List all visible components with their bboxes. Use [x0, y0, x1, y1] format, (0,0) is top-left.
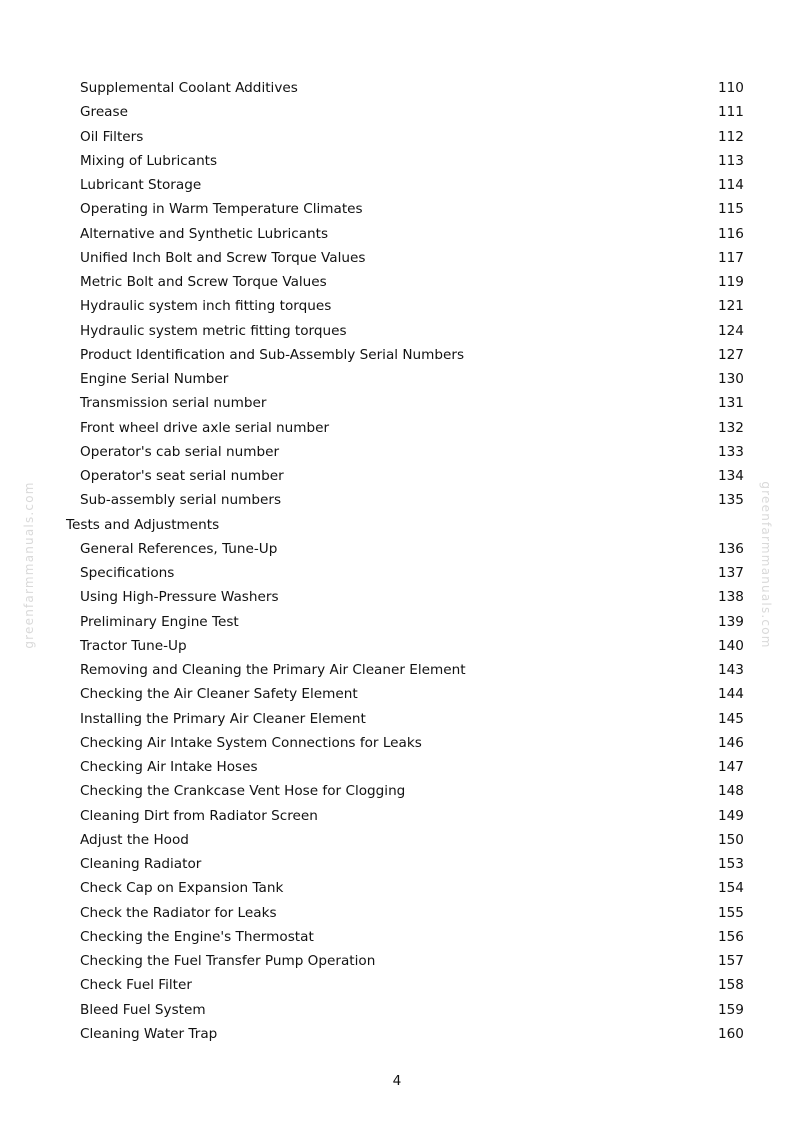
page-number: 4 [392, 1073, 402, 1089]
toc-entry-title: Check Fuel Filter [80, 977, 192, 994]
toc-entry[interactable] [0, 804, 794, 828]
toc-entry[interactable] [0, 561, 794, 585]
section-title: Tests and Adjustments [66, 516, 220, 533]
toc-entry-page: 111 [718, 104, 744, 121]
watermark-left: greenfarmmanuals.com [22, 481, 36, 649]
toc-entry-title: Check Cap on Expansion Tank [80, 880, 284, 897]
toc-entry-title: Checking the Crankcase Vent Hose for Clogging [80, 783, 406, 800]
toc-entry-title: Installing the Primary Air Cleaner Element [80, 710, 366, 727]
toc-entry-title: Checking Air Intake System Connections for Leaks [80, 734, 422, 751]
toc-entry-page: 127 [718, 346, 744, 363]
toc-entry[interactable] [0, 367, 794, 391]
toc-entry-page: 121 [718, 298, 744, 315]
toc-entry-page: 148 [718, 783, 744, 800]
toc-entry-title: Operator's cab serial number [80, 443, 280, 460]
toc-entry-page: 150 [718, 831, 744, 848]
toc-entry-title: Tractor Tune-Up [80, 637, 187, 654]
toc-entry-page: 112 [718, 128, 744, 145]
toc-entry[interactable] [0, 343, 794, 367]
toc-entry[interactable] [0, 828, 794, 852]
toc-entry-title: Product Identification and Sub-Assembly Serial Numbers [80, 346, 465, 363]
toc-entry-title: Cleaning Water Trap [80, 1025, 218, 1042]
toc-entry-title: Cleaning Radiator [80, 856, 202, 872]
toc-entry-page: 156 [718, 928, 744, 945]
toc-entry-page: 143 [718, 662, 744, 678]
toc-entry-page: 116 [718, 225, 744, 242]
toc-entry-page: 140 [718, 637, 744, 654]
toc-entry[interactable] [0, 779, 794, 803]
toc-entry-page: 134 [718, 468, 744, 484]
toc-entry-page: 159 [718, 1001, 744, 1018]
toc-entry-page: 147 [718, 759, 744, 775]
toc-entry[interactable] [0, 100, 794, 124]
toc-entry[interactable] [0, 634, 794, 658]
toc-entry-page: 135 [718, 492, 744, 509]
toc-entry-page: 139 [718, 613, 744, 630]
toc-entry-title: Sub-assembly serial numbers [80, 492, 282, 509]
toc-entry-title: Checking the Air Cleaner Safety Element [80, 686, 358, 703]
toc-entry-page: 115 [718, 201, 744, 218]
toc-entry-title: Check the Radiator for Leaks [80, 904, 277, 921]
toc-entry-title: Checking the Engine's Thermostat [80, 928, 314, 945]
toc-entry-title: Grease [80, 104, 128, 121]
toc-entry[interactable] [0, 197, 794, 221]
toc-entry-title: Mixing of Lubricants [80, 152, 218, 169]
toc-entry[interactable] [0, 488, 794, 512]
toc-entry[interactable] [0, 682, 794, 706]
toc-entry-page: 114 [718, 177, 744, 193]
toc-entry-title: Metric Bolt and Screw Torque Values [80, 274, 327, 290]
toc-entry-page: 160 [718, 1025, 744, 1042]
toc-entry[interactable] [0, 876, 794, 900]
toc-entry-page: 130 [718, 371, 744, 387]
toc-entry[interactable] [0, 246, 794, 270]
toc-entry-page: 154 [718, 880, 744, 897]
toc-entry-page: 138 [718, 589, 744, 606]
toc-entry-title: Oil Filters [80, 128, 144, 145]
toc-entry-page: 132 [718, 419, 744, 436]
toc-entry-title: Operator's seat serial number [80, 468, 284, 484]
toc-entry[interactable] [0, 294, 794, 318]
toc-entry-title: Operating in Warm Temperature Climates [80, 201, 363, 218]
toc-entry[interactable] [0, 901, 794, 925]
toc-entry[interactable] [0, 658, 794, 682]
toc-entry[interactable] [0, 755, 794, 779]
toc-entry[interactable] [0, 949, 794, 973]
toc-entry[interactable] [0, 998, 794, 1022]
toc-entry-title: Supplemental Coolant Additives [80, 80, 298, 96]
toc-entry-page: 113 [718, 152, 744, 169]
toc-entry-page: 133 [718, 443, 744, 460]
toc-entry[interactable] [0, 925, 794, 949]
toc-entry-page: 149 [718, 807, 744, 824]
watermark-right: greenfarmmanuals.com [759, 481, 773, 649]
toc-entry-title: Hydraulic system inch fitting torques [80, 298, 332, 315]
toc-entry[interactable] [0, 973, 794, 997]
toc-entry-page: 144 [718, 686, 744, 703]
toc-entry[interactable] [0, 125, 794, 149]
toc-entry[interactable] [0, 416, 794, 440]
toc-entry[interactable] [0, 464, 794, 488]
toc-entry[interactable] [0, 76, 794, 100]
toc-entry-page: 146 [718, 734, 744, 751]
toc-entry[interactable] [0, 222, 794, 246]
table-of-contents [0, 76, 794, 1046]
toc-entry[interactable] [0, 731, 794, 755]
toc-entry[interactable] [0, 149, 794, 173]
toc-entry-page: 136 [718, 540, 744, 557]
toc-entry-title: Engine Serial Number [80, 371, 229, 387]
toc-entry[interactable] [0, 440, 794, 464]
toc-entry-title: Preliminary Engine Test [80, 613, 239, 630]
toc-entry[interactable] [0, 852, 794, 876]
toc-entry-page: 157 [718, 953, 744, 969]
toc-entry[interactable] [0, 319, 794, 343]
toc-entry-title: Lubricant Storage [80, 177, 202, 193]
toc-entry-title: Transmission serial number [80, 395, 267, 412]
toc-section-heading [0, 513, 794, 537]
toc-entry-page: 137 [718, 565, 744, 581]
toc-entry-page: 155 [718, 904, 744, 921]
toc-entry-page: 117 [718, 249, 744, 266]
toc-entry-title: Adjust the Hood [80, 831, 189, 848]
toc-entry-page: 119 [718, 274, 744, 290]
toc-entry-title: Hydraulic system metric fitting torques [80, 322, 347, 339]
toc-entry[interactable] [0, 1022, 794, 1046]
toc-entry[interactable] [0, 585, 794, 609]
toc-entry[interactable] [0, 610, 794, 634]
toc-entry-title: Removing and Cleaning the Primary Air Cleaner Element [80, 662, 466, 678]
toc-entry-page: 124 [718, 322, 744, 339]
toc-entry-title: Checking the Fuel Transfer Pump Operation [80, 953, 376, 969]
toc-entry-title: Cleaning Dirt from Radiator Screen [80, 807, 318, 824]
toc-entry-title: Specifications [80, 565, 175, 581]
toc-entry-title: Alternative and Synthetic Lubricants [80, 225, 329, 242]
toc-entry-title: Using High-Pressure Washers [80, 589, 279, 606]
toc-entry-page: 158 [718, 977, 744, 994]
toc-entry-page: 145 [718, 710, 744, 727]
toc-entry-page: 131 [718, 395, 744, 412]
toc-entry-page: 153 [718, 856, 744, 872]
toc-entry-title: Unified Inch Bolt and Screw Torque Values [80, 249, 366, 266]
toc-entry[interactable] [0, 537, 794, 561]
toc-entry[interactable] [0, 270, 794, 294]
toc-entry-page: 110 [718, 80, 744, 96]
toc-entry-title: Checking Air Intake Hoses [80, 759, 258, 775]
toc-entry[interactable] [0, 707, 794, 731]
toc-entry[interactable] [0, 173, 794, 197]
toc-entry-title: Bleed Fuel System [80, 1001, 206, 1018]
toc-entry-title: Front wheel drive axle serial number [80, 419, 330, 436]
toc-entry[interactable] [0, 391, 794, 415]
toc-entry-title: General References, Tune-Up [80, 540, 278, 557]
